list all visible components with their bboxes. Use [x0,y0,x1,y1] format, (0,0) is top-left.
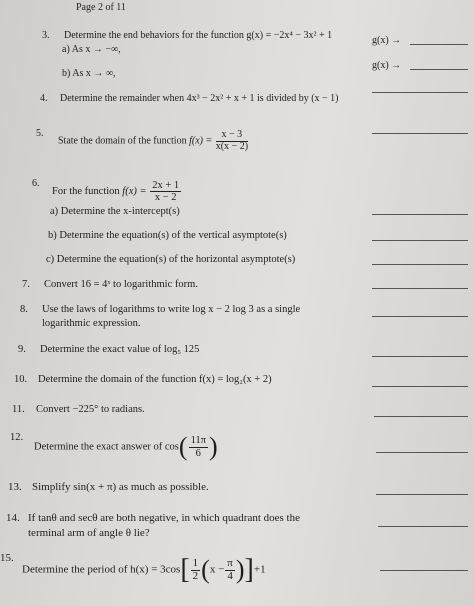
question-7-number: 7. [22,279,30,290]
question-4-answer-line[interactable] [372,92,468,93]
question-5-fraction [216,130,248,152]
question-12-expression [34,434,218,460]
question-9-answer-line[interactable] [372,356,468,357]
question-15-half-denominator: 2 [192,569,199,582]
question-3-number: 3. [42,30,50,41]
question-12-numerator: 11π [190,435,206,447]
question-15-expression [22,556,266,584]
question-14-answer-line[interactable] [378,526,468,527]
question-13-number: 13. [8,481,22,493]
question-6-fx: f(x) = [122,185,147,197]
question-3b-text: b) As x → ∞, [62,68,116,79]
question-4-text: Determine the remainder when 4x³ − 2x² + x + 1 is divided by (x − 1) [60,93,339,104]
question-6b-text: b) Determine the equation(s) of the vertical asymptote(s) [48,230,287,241]
question-3-text: Determine the end behaviors for the function g(x) = −2x⁴ − 3x² + 1 [64,30,333,41]
question-6c-text: c) Determine the equation(s) of the horizontal asymptote(s) [46,254,296,265]
question-15-left-paren: ( [201,555,210,584]
question-12-text: Determine the exact answer of cos [34,441,179,453]
question-9-text: Determine the exact value of log₅ 125 [40,344,200,355]
question-5-denominator: x(x − 2) [215,140,249,152]
question-15-plus-one: +1 [253,563,266,576]
question-7-text: Convert 16 = 4ˣ to logarithmic form. [44,279,198,290]
question-14-text-line-1: If tanθ and secθ are both negative, in which quadrant does the [28,512,300,524]
question-15-pi-numerator: π [227,556,233,569]
question-5-text: State the domain of the function [58,135,187,147]
question-13-answer-line[interactable] [376,494,468,495]
question-6b-answer-line[interactable] [372,240,468,241]
question-6c-answer-line[interactable] [372,264,468,265]
question-15-right-bracket: ] [244,554,254,585]
question-15-right-paren: ) [235,555,245,584]
question-11-text: Convert −225° to radians. [36,404,145,415]
question-3b-answer-label: g(x) → [372,60,402,71]
question-12-answer-line[interactable] [376,452,468,453]
question-15-text: Determine the period of h(x) = 3cos [22,563,181,576]
question-15-half-fraction [191,558,201,582]
question-3a-answer-label: g(x) → [372,35,402,46]
question-7-answer-line[interactable] [372,288,468,289]
question-10-number: 10. [14,374,28,385]
page-number: Page 2 of 11 [76,2,126,13]
question-12-number: 12. [10,432,24,443]
question-6-text: For the function [52,185,120,197]
question-6-fraction [150,180,181,203]
question-8-number: 8. [20,304,28,315]
question-15-x-minus: x − [209,563,225,576]
question-8-text-line-1: Use the laws of logarithms to write log x − 2 log 3 as a single [42,304,301,315]
question-12-right-paren: ) [209,432,218,461]
question-5-fx: f(x) = [189,135,213,147]
question-15-answer-line[interactable] [380,570,468,571]
question-12-left-paren: ( [178,432,188,461]
question-10-answer-line[interactable] [372,386,468,387]
question-15-pi-denominator: 4 [227,569,233,582]
question-8-text-line-2: logarithmic expression. [42,318,141,329]
question-15-number: 15. [0,552,14,564]
question-11-answer-line[interactable] [374,416,468,417]
question-15-left-bracket: [ [180,554,190,585]
question-14-text-line-2: terminal arm of angle θ lie? [28,527,150,539]
question-6-number: 6. [32,178,40,189]
question-9-number: 9. [18,344,26,355]
question-14-number: 14. [6,512,20,524]
question-5-numerator: x − 3 [216,130,248,142]
question-6a-text: a) Determine the x-intercept(s) [50,206,180,217]
question-12-denominator: 6 [195,447,201,459]
question-13-text: Simplify sin(x + π) as much as possible. [32,481,209,493]
question-6-numerator: 2x + 1 [152,180,180,191]
question-11-number: 11. [12,404,25,415]
question-4-number: 4. [40,93,48,104]
question-5-number: 5. [36,128,44,139]
question-3a-text: a) As x → −∞, [62,44,121,55]
question-3a-answer-line[interactable] [410,44,468,45]
question-5-answer-line[interactable] [372,133,468,134]
question-5-expression [58,130,249,152]
question-6-denominator: x − 2 [154,192,177,204]
question-6-expression [52,180,182,203]
question-12-fraction [189,435,208,458]
question-6a-answer-line[interactable] [372,214,468,215]
question-8-answer-line[interactable] [372,316,468,317]
question-10-text: Determine the domain of the function f(x) = log₂(x + 2) [38,374,272,385]
question-15-half-numerator: 1 [192,556,199,569]
question-3b-answer-line[interactable] [410,69,468,70]
question-15-pi-fraction [225,558,235,582]
